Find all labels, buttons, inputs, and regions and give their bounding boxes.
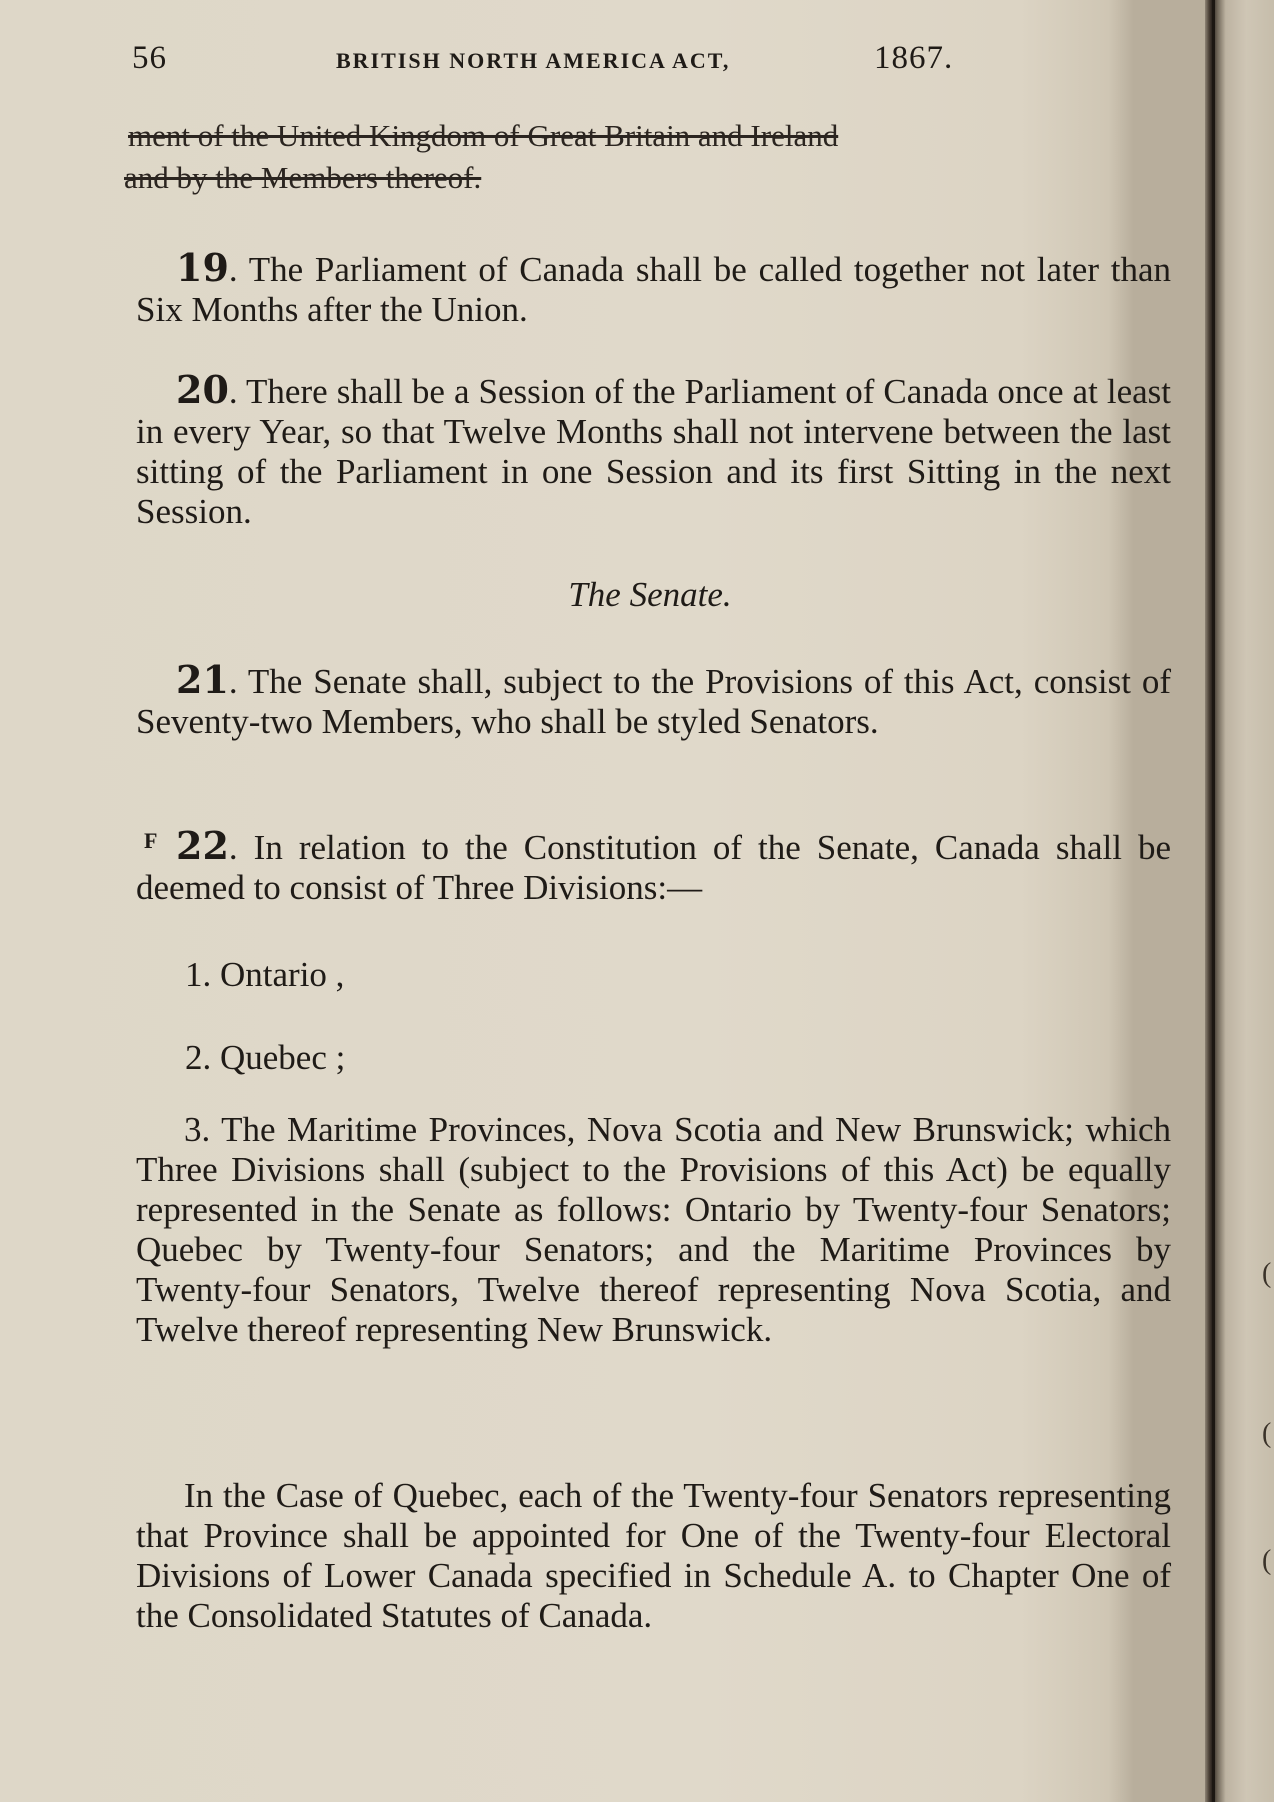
margin-mark: F xyxy=(144,828,158,853)
book-gutter xyxy=(1205,0,1274,1802)
section-number: 19 xyxy=(176,245,229,290)
running-title: BRITISH NORTH AMERICA ACT, xyxy=(336,48,731,73)
division-item-maritime: 3. The Maritime Provinces, Nova Scotia and New Brunswick; which Three Divisions shall (subject to the Provisions of this Act) be equally represented in the Senate as follows: Ontario by Twenty-four Senators; Quebec by Twenty-four Senators; and the Maritime Provinces by Twenty-four Senators, Twelve thereof representing Nova Scotia, and Twelve thereof representing New Brunswick. xyxy=(136,1110,1171,1349)
section-text: . There shall be a Session of the Parliament of Canada once at least in every Year, so that Twelve Months shall not intervene between the last sitting of the Parliament in one Session and its first Sitting in the next Session. xyxy=(136,372,1171,531)
running-head xyxy=(132,40,992,90)
section-21 xyxy=(136,657,1171,742)
page-number: 56 xyxy=(132,40,167,76)
running-year: 1867. xyxy=(874,40,954,76)
section-text: . The Senate shall, subject to the Provisions of this Act, consist of Seventy-two Members, who shall be styled Senators. xyxy=(136,662,1171,741)
struck-line-1: ment of the United Kingdom of Great Britain and Ireland xyxy=(128,118,839,153)
gutter-edge xyxy=(1212,0,1215,1802)
section-number: 22 xyxy=(176,823,229,868)
section-text: . The Parliament of Canada shall be called together not later than Six Months after the Union. xyxy=(136,250,1171,329)
division-item-ontario: 1. Ontario , xyxy=(185,955,345,994)
edge-fragment: ( xyxy=(1262,1258,1272,1289)
section-22 xyxy=(136,823,1171,908)
edge-fragment: ( xyxy=(1262,1545,1272,1576)
section-19 xyxy=(136,245,1171,330)
section-20 xyxy=(136,367,1171,532)
section-number: 20 xyxy=(176,367,229,412)
section-heading: The Senate. xyxy=(568,575,732,614)
edge-fragment: ( xyxy=(1262,1418,1272,1449)
quebec-paragraph: In the Case of Quebec, each of the Twenty-four Senators representing that Province shall be appointed for One of the Twenty-four Electoral Divisions of Lower Canada specified in Schedule A. to Chapter One of the Consolidated Statutes of Canada. xyxy=(136,1476,1171,1635)
division-item-quebec: 2. Quebec ; xyxy=(185,1038,346,1077)
struck-line-2: and by the Members thereof. xyxy=(124,160,482,195)
section-text: . In relation to the Constitution of the Senate, Canada shall be deemed to consist of Three Divisions:— xyxy=(136,828,1171,907)
section-number: 21 xyxy=(176,657,229,702)
